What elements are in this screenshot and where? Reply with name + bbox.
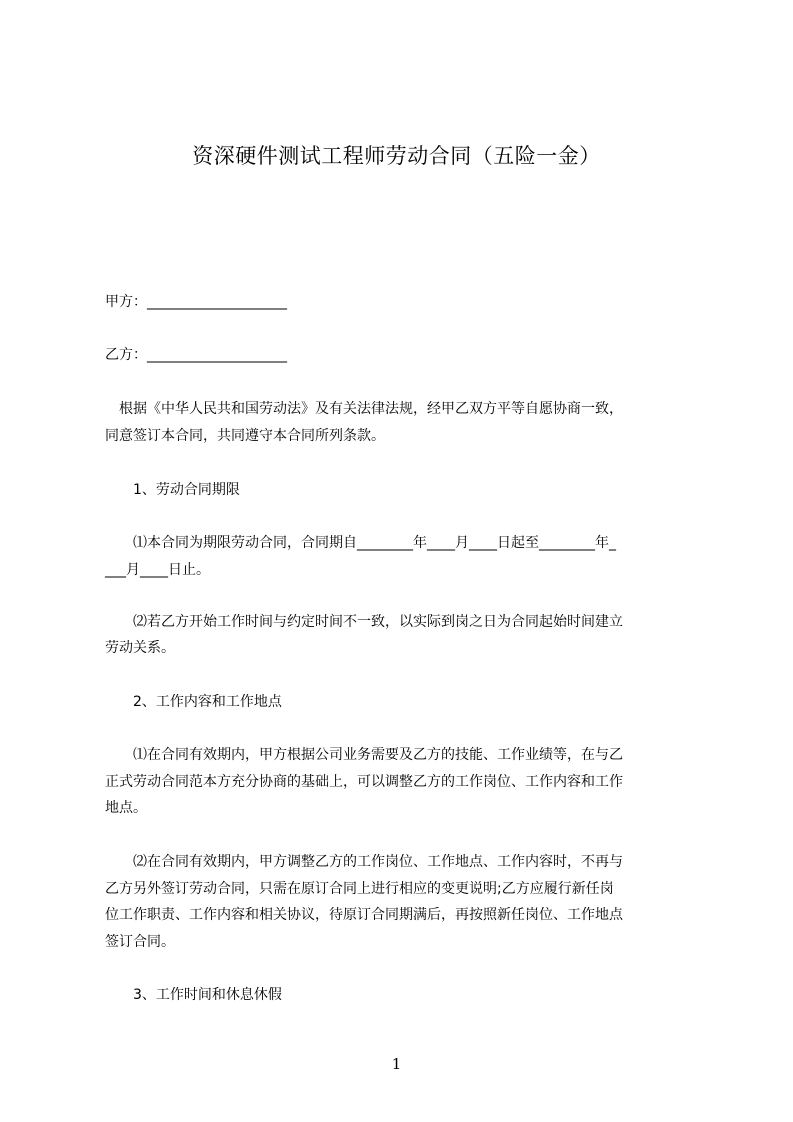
party-b-line: 乙方：____________________ xyxy=(105,347,287,363)
section-3-heading: 3、工作时间和休息休假 xyxy=(105,987,282,1003)
section-1-item-1-line-2: ___月____日止。 xyxy=(105,562,210,578)
document-title: 资深硬件测试工程师劳动合同（五险一金） xyxy=(192,144,601,168)
section-2-heading: 2、工作内容和工作地点 xyxy=(105,694,282,710)
section-2-item-1-line-3: 地点。 xyxy=(105,800,147,816)
section-2-item-2-line-4: 签订合同。 xyxy=(105,934,175,950)
intro-paragraph-line-2: 同意签订本合同，共同遵守本合同所列条款。 xyxy=(105,428,385,444)
section-2-item-2-line-1: ⑵在合同有效期内，甲方调整乙方的工作岗位、工作地点、工作内容时，不再与 xyxy=(105,854,623,870)
section-1-item-2-line-1: ⑵若乙方开始工作时间与约定时间不一致，以实际到岗之日为合同起始时间建立 xyxy=(105,614,623,630)
intro-paragraph-line-1: 根据《中华人民共和国劳动法》及有关法律法规，经甲乙双方平等自愿协商一致， xyxy=(105,401,623,417)
party-a-line: 甲方：____________________ xyxy=(105,294,287,310)
section-2-item-2-line-2: 乙方另外签订劳动合同，只需在原订合同上进行相应的变更说明;乙方应履行新任岗 xyxy=(105,881,614,897)
section-1-heading: 1、劳动合同期限 xyxy=(105,482,240,498)
section-2-item-1-line-2: 正式劳动合同范本方充分协商的基础上，可以调整乙方的工作岗位、工作内容和工作 xyxy=(105,774,623,790)
section-2-item-1-line-1: ⑴在合同有效期内，甲方根据公司业务需要及乙方的技能、工作业绩等，在与乙 xyxy=(105,747,623,763)
section-1-item-1-line-1: ⑴本合同为期限劳动合同，合同期自________年____月____日起至________年_ xyxy=(105,535,616,551)
section-1-item-2-line-2: 劳动关系。 xyxy=(105,640,175,656)
page-number: 1 xyxy=(391,1055,402,1073)
section-2-item-2-line-3: 位工作职责、工作内容和相关协议，待原订合同期满后，再按照新任岗位、工作地点 xyxy=(105,907,623,923)
